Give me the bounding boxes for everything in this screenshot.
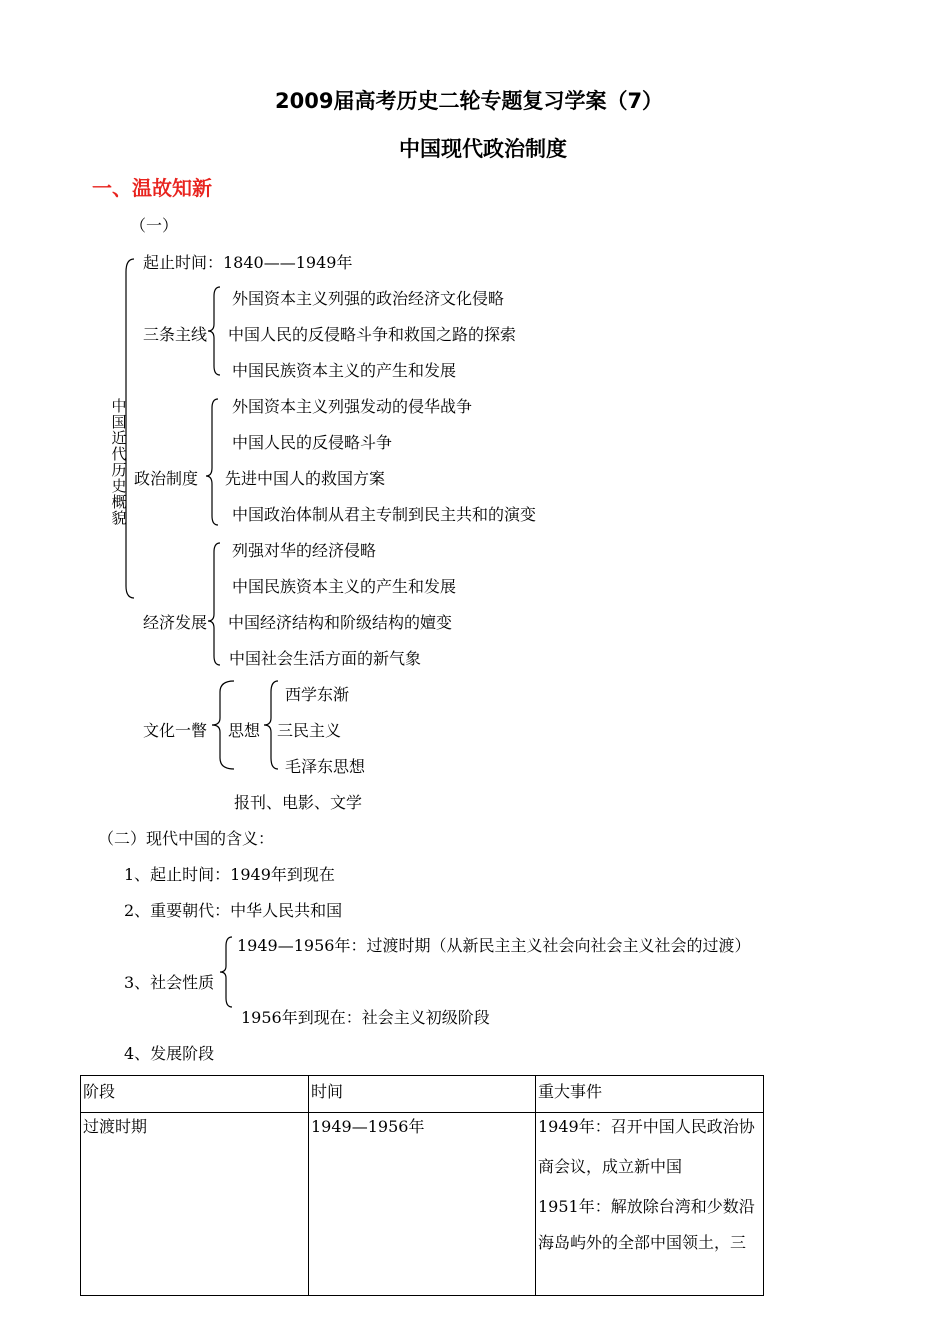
- table-row: [81, 1113, 764, 1296]
- event-line: 商会议，成立新中国: [538, 1157, 683, 1176]
- social-nature-item: 1949—1956年：过渡时期（从新民主主义社会向社会主义社会的过渡）: [237, 936, 751, 955]
- three-lines-item: 中国人民的反侵略斗争和救国之路的探索: [228, 325, 517, 344]
- three-lines-item: 中国民族资本主义的产生和发展: [232, 361, 457, 380]
- economy-item: 中国经济结构和阶级结构的嬗变: [228, 613, 453, 632]
- politics-item: 中国人民的反侵略斗争: [232, 433, 393, 452]
- economy-brace: [206, 542, 222, 666]
- overview-brace: [120, 258, 136, 600]
- table-header-cell: [81, 1076, 309, 1113]
- table-header-cell: [309, 1076, 536, 1113]
- part1-label: （一）: [130, 216, 179, 235]
- three-lines-label: 三条主线: [143, 325, 208, 344]
- three-lines-item: 外国资本主义列强的政治经济文化侵略: [232, 289, 505, 308]
- media-text: 报刊、电影、文学: [234, 793, 363, 812]
- header-events: 重大事件: [538, 1082, 603, 1101]
- part2-item-2: 2、重要朝代：中华人民共和国: [124, 901, 343, 920]
- economy-item: 列强对华的经济侵略: [232, 541, 377, 560]
- table-cell: [81, 1113, 309, 1296]
- overview-vertical-label: 中国近代历史概貌: [111, 397, 127, 527]
- header-time: 时间: [311, 1082, 344, 1101]
- event-line: 1951年：解放除台湾和少数沿: [538, 1197, 755, 1216]
- time-range-text: 起止时间：1840——1949年: [143, 253, 353, 272]
- event-line: 海岛屿外的全部中国领土，三: [538, 1233, 747, 1252]
- stage-value: 过渡时期: [83, 1117, 148, 1136]
- table-cell: [309, 1113, 536, 1296]
- economy-label: 经济发展: [143, 613, 208, 632]
- three-lines-brace: [206, 286, 222, 376]
- document-title: 2009届高考历史二轮专题复习学案（7）: [275, 89, 664, 113]
- table-header-cell: [536, 1076, 764, 1113]
- politics-brace: [204, 398, 220, 526]
- thought-label: 思想: [228, 721, 261, 740]
- part2-item-1: 1、起止时间：1949年到现在: [124, 865, 335, 884]
- period-value: 1949—1956年: [311, 1117, 425, 1136]
- culture-label: 文化一瞥: [143, 721, 208, 740]
- thought-item: 西学东渐: [285, 685, 350, 704]
- section-heading: 一、温故知新: [92, 176, 212, 200]
- table-cell: [536, 1113, 764, 1296]
- event-line: 1949年：召开中国人民政治协: [538, 1117, 755, 1136]
- header-stage: 阶段: [83, 1082, 116, 1101]
- politics-item: 外国资本主义列强发动的侵华战争: [232, 397, 473, 416]
- stages-table: [80, 1075, 764, 1296]
- economy-item: 中国民族资本主义的产生和发展: [232, 577, 457, 596]
- social-nature-item: 1956年到现在：社会主义初级阶段: [241, 1008, 490, 1027]
- social-nature-brace: [218, 936, 234, 1008]
- thought-item: 三民主义: [277, 721, 342, 740]
- politics-item: 中国政治体制从君主专制到民主共和的演变: [232, 505, 537, 524]
- part2-item-3-label: 3、社会性质: [124, 973, 215, 992]
- table-header-row: [81, 1076, 764, 1113]
- politics-item: 先进中国人的救国方案: [225, 469, 386, 488]
- politics-label: 政治制度: [134, 469, 199, 488]
- part2-label: （二）现代中国的含义：: [98, 829, 275, 848]
- part2-item-4: 4、发展阶段: [124, 1044, 215, 1063]
- economy-item: 中国社会生活方面的新气象: [229, 649, 422, 668]
- thought-item: 毛泽东思想: [285, 757, 366, 776]
- document-subtitle: 中国现代政治制度: [399, 137, 567, 161]
